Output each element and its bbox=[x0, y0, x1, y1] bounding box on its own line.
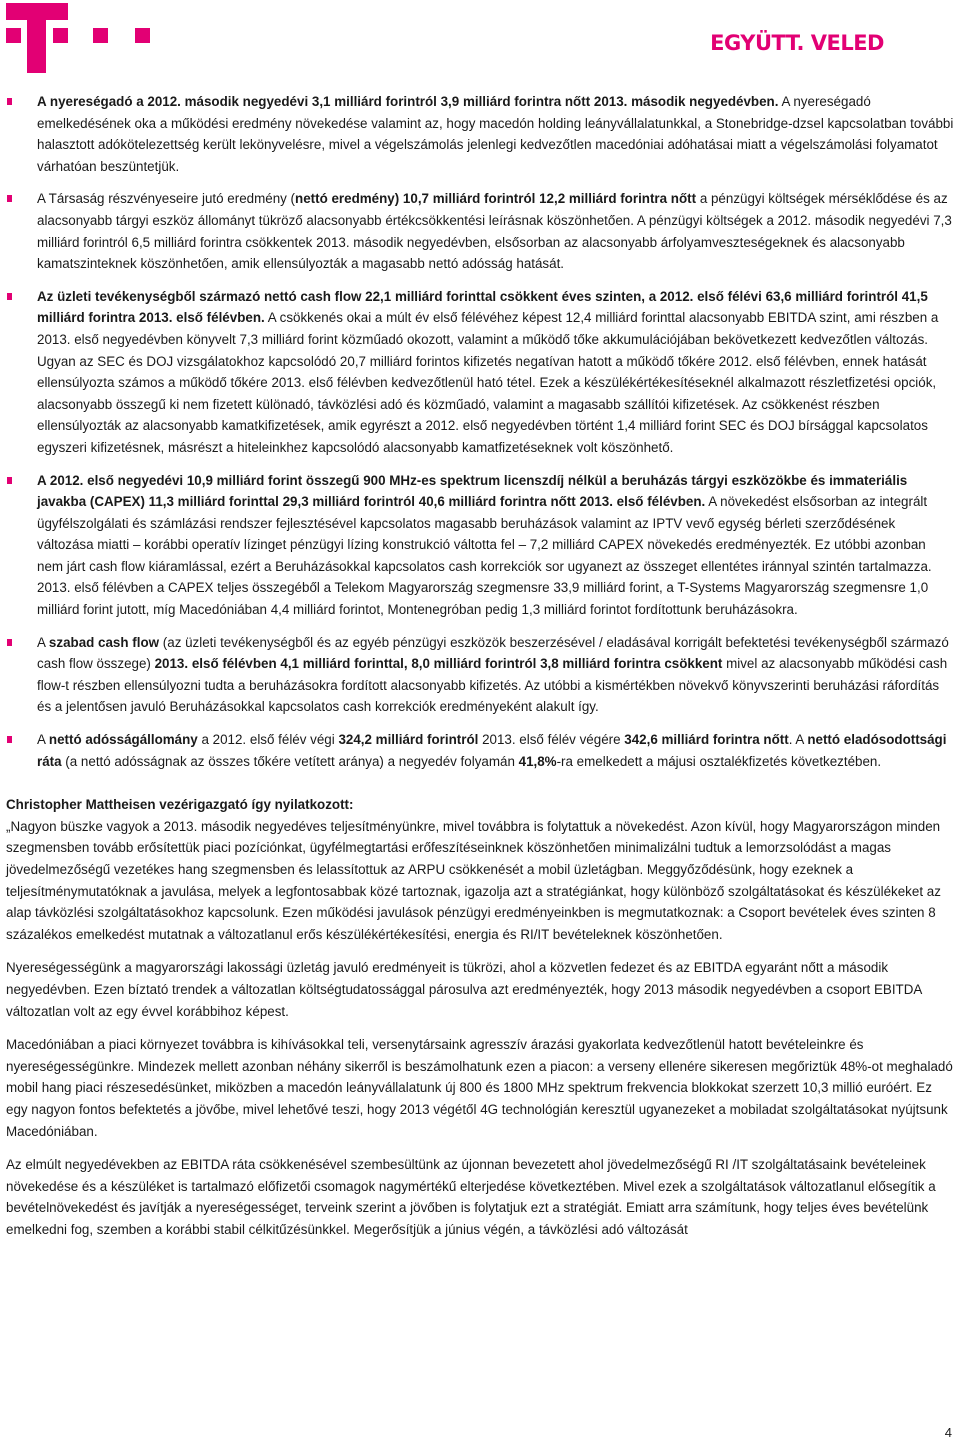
bullet-text: -ra emelkedett a májusi osztalékfizetés következtében. bbox=[556, 753, 882, 769]
bullet-bold-text: nettó eredmény) 10,7 milliárd forintról 12,2 milliárd forintra nőtt bbox=[295, 191, 697, 207]
brand-tagline: EGYÜTT. VELED bbox=[710, 31, 884, 55]
bullet-text: a 2012. első félév végi bbox=[197, 732, 339, 748]
ceo-paragraph: Nyereségességünk a magyarországi lakossági üzletág javuló eredményeit is tükrözi, ahol a közvetlen fedezet és az EBITDA egyaránt nőtt a második negyedévben. Ezen bíztató trendek a változatlan költségtudatossággal párosulva azt eredményezték, hogy 2013 második negyedévben a csoport EBITDA változatlan volt az egy évvel korábbihoz képest. bbox=[6, 960, 922, 1019]
ceo-paragraph: „Nagyon büszke vagyok a 2013. második negyedéves teljesítményünkre, mivel továbbra is folytattuk a növekedést. Azon kívül, hogy Magyarországon minden szegmensben tovább erősítettük piaci pozíciónkat, ügyfélmegtartási erőfeszítéseinknek köszönhetően minimalizálni tudtuk a lemorzsolódást a magas jövedelmezőségű vezetékes hang szegmensben és lelassítottuk az ARPU csökkenését a mobil üzletágban. Meggyőződésünk, hogy ezeknek a teljesítménymutatóknak a javulása, melyek a legfontosabbak közé tartoznak, igazolja azt a stratégiánkat, hogy különböző szolgáltatásokat és készülékeket az alap távközlési szolgáltatásokhoz kapcsolunk. Ezen működési javulások pénzügyi eredményeinkben is megmutatkoznak: a Csoport bevételek éves szinten 8 százalékos emelkedést mutatnak a változatlanul erős készülékértékesítési, energia és RI/IT bevételeknek köszönhetően. bbox=[6, 818, 941, 942]
bullet-item bbox=[0, 729, 960, 772]
bullet-item bbox=[0, 286, 960, 459]
bullet-bold-text: Az üzleti tevékenységből származó nettó cash flow 22,1 milliárd forinttal csökkent éves szinten, a 2012. első félévi 63,6 milliárd forintról 41,5 milliárd forintra 2013. első félévben. bbox=[37, 288, 928, 326]
bullet-marker-icon bbox=[7, 293, 12, 300]
bullet-text: . A bbox=[788, 732, 808, 748]
bullet-bold-text: A 2012. első negyedévi 10,9 milliárd forint összegű 900 MHz-es spektrum licenszdíj nélkül a beruházás tárgyi eszközökbe és immateriális javakba (CAPEX) 11,3 milliárd forinttal 29,3 milliárd forintról 40,6 milliárd forintra nőtt 2013. első félévben. bbox=[37, 472, 908, 510]
telekom-t-logo bbox=[6, 3, 68, 73]
bullet-bold-text: A nyereségadó a 2012. második negyedévi 3,1 milliárd forintról 3,9 milliárd forintra nőtt 2013. második negyedévben. bbox=[37, 94, 779, 109]
bullet-bold-text: 2013. első félévben 4,1 milliárd forinttal, 8,0 milliárd forintról 3,8 milliárd forintra csökkent bbox=[154, 656, 723, 672]
bullet-text: A csökkenés okai a múlt év első félévéhez képest 12,4 milliárd forinttal alacsonyabb EBITDA szint, ami részben a 2013. első negyedévben könyvelt 7,3 milliárd forint közműadó okozott, valamint a működő tőke akkumulációjában bekövetkezett kedvezőtlen változás. Ugyan az SEC és DOJ vizsgálatokhoz kapcsolódó 20,7 milliárd forintos kifizetés negatívan hatott a működő tőkére 2012. első félévben, ennek hatását ellensúlyozta számos a működő tőkére 2013. első félévben kedvezőtlenül ható tétel. Ezek a készülékértékesítéseknél alkalmazott részletfizetési opciók, alacsonyabb összegű ki nem fizetett különadó, távközlési adó és közműadó, valamint a magasabb szállítói kifizetések. Az csökkenést részben ellensúlyozták az alacsonyabb kamatkifizetések, amik egyrészt a 2012. első negyedévben történt 1,4 milliárd forint SEC és DOJ bírsággal kapcsolatos egyszeri kifizetésnek, másrészt a hiteleinkhez kapcsolódó alacsonyabb kamatfizetéseknek volt köszönhető. bbox=[37, 310, 939, 455]
bullet-bold-text: nettó eladósodottsági ráta bbox=[37, 732, 947, 769]
ceo-statement-title: Christopher Mattheisen vezérigazgató így nyilatkozott: bbox=[6, 797, 354, 813]
page-number: 4 bbox=[944, 1425, 952, 1440]
bullet-text: (az üzleti tevékenységből és az egyéb pénzügyi eszközök beszerzésével / eladásával korrigált befektetési tevékenységből származó cash flow összege) bbox=[37, 634, 949, 672]
bullet-text: A növekedést elsősorban az integrált ügyfélszolgálati és számlázási rendszer fejlesztésével kapcsolatos magasabb beruházások valamint az IPTV vevő egység bérleti szerződésének változása miatti – korábbi operatív lízinget pénzügyi lízing konstrukció váltotta fel – 7,2 milliárd CAPEX növekedés eredményezték. Ez utóbbi azonban nem járt cash flow kiáramlással, ezért a Beruházásokkal kapcsolatos cash korrekciók sor ugyanezt az összeget ellentétes iránnyal szintén tartalmazza. 2013. első félévben a CAPEX teljes összegéből a Telekom Magyarország szegmensre 33,9 milliárd forint, a T-Systems Magyarország szegmensre 1,0 milliárd forint jutott, míg Macedóniában 4,4 milliárd forintot, Montenegróban pedig 1,3 milliárd forintot fordítottunk beruházásokra. bbox=[37, 494, 932, 618]
bullet-bold-text: szabad cash flow bbox=[48, 634, 160, 650]
bullet-item bbox=[0, 632, 960, 718]
bullet-item bbox=[0, 188, 960, 274]
bullet-text: A bbox=[37, 732, 49, 748]
bullet-list bbox=[0, 91, 960, 772]
logo-square-1 bbox=[93, 28, 108, 43]
bullet-text: 2013. első félév végére bbox=[478, 732, 625, 748]
bullet-marker-icon bbox=[7, 639, 12, 646]
bullet-text: a pénzügyi költségek mérséklődése és az alacsonyabb tárgyi eszköz állományt tükröző alacsonyabb értékcsökkentési leírásnak köszönhetően. A pénzügyi költségek a 2012. második negyedévi 7,3 milliárd forintról 6,5 milliárd forintra csökkentek 2013. második negyedévben, elsősorban az alacsonyabb árfolyamveszteségeknek és alacsonyabb kamatszinteknek köszönhetően, amik ellensúlyozták a magasabb nettó adósság hatását. bbox=[37, 191, 952, 272]
ceo-paragraph: Az elmúlt negyedévekben az EBITDA ráta csökkenésével szembesültünk az újonnan bevezetett ahol jövedelmezőségű RI /IT szolgáltatásaink bevételeinek növekedése és a készüléket is tartalmazó előfizetői csomagok nagymértékű elterjedése következtében. Mivel ezek a szolgáltatások változatlanul elősegítik a bevételnövekedést és javítják a nyereségességet, terveink szerint a jövőben is folytatjuk ezt a stratégiát. Emiatt arra számítunk, hogy teljes éves bevételünk emelkedni fog, szemben a korábbi stabil célkitűzésünkkel. Megerősítjük a június végén, a távközlési adó változását bbox=[6, 1157, 936, 1237]
bullet-item bbox=[0, 91, 960, 177]
bullet-marker-icon bbox=[7, 477, 12, 484]
bullet-text: mivel az alacsonyabb működési cash flow-t részben ellensúlyozni tudta a beruházásokra fordított alacsonyabb kifizetés. Az utóbbi a kismértékben növekvő könyvszerinti beruházási ráfordítás és a jelentősen javuló Beruházásokkal kapcsolatos cash korrekciók eredményeként alakult így. bbox=[37, 656, 948, 715]
bullet-text: A nyereségadó emelkedésének oka a működési eredmény növekedése valamint az, hogy macedón holding leányvállalatunkkal, a Stonebridge-dzsel kapcsolatban további halasztott adókötelezettség került lekönyvelésre, mivel a végelszámolás jelenlegi kedvezőtlen macedóniai adóhatásai miatt a végelszámolási folyamatot várhatóan beszüntetjük. bbox=[37, 94, 954, 174]
bullet-text: A Társaság részvényeseire jutó eredmény ( bbox=[37, 191, 296, 207]
bullet-bold-text: 342,6 milliárd forintra nőtt bbox=[624, 732, 789, 748]
bullet-text: (a nettó adósságnak az összes tőkére vetített aránya) a negyedév folyamán bbox=[61, 753, 519, 769]
ceo-paragraph: Macedóniában a piaci környezet továbbra is kihívásokkal teli, versenytársaink agresszív árazási gyakorlata kedvezőtlenül hatott bevételeinkre és nyereségességünkre. Mindezek mellett azonban néhány sikerről is beszámolhatunk ezen a piacon: a verseny ellenére sikeresen megőriztük 48%-ot meghaladó mobil hang piaci részesedésünket, miközben a macedón leányvállalatunk új 800 és 1800 MHz spektrum frekvencia blokkokat szerzett 10,3 millió euróért. Ez egy nagyon fontos befektetés a jövőbe, mivel lehetővé teszi, hogy 2013 végétől 4G technológián keresztül ugyanezeket a mobiladat szolgáltatásokat nyújtsunk Macedóniában. bbox=[6, 1037, 953, 1139]
bullet-marker-icon bbox=[7, 736, 12, 743]
bullet-bold-text: 324,2 milliárd forintról bbox=[338, 732, 479, 748]
bullet-marker-icon bbox=[7, 98, 12, 105]
bullet-text: A bbox=[37, 634, 49, 650]
bullet-bold-text: 41,8% bbox=[518, 753, 557, 769]
bullet-bold-text: nettó adósságállomány bbox=[48, 732, 198, 748]
logo-square-2 bbox=[135, 28, 150, 43]
page-header bbox=[0, 0, 960, 80]
bullet-item bbox=[0, 470, 960, 621]
document-body bbox=[0, 91, 960, 1253]
bullet-marker-icon bbox=[7, 195, 12, 202]
